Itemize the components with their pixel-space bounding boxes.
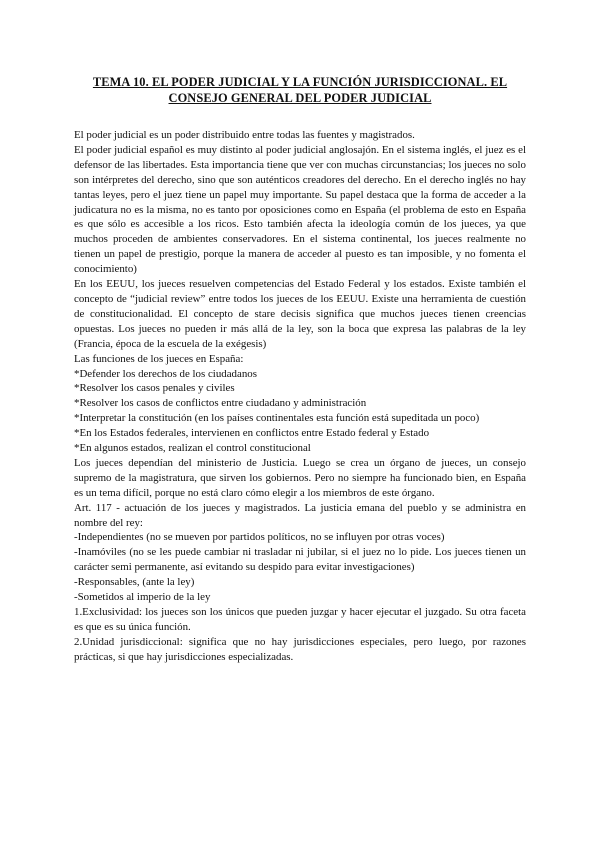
functions-heading: Las funciones de los jueces en España: [74, 352, 244, 365]
principle-item: -Inamóviles (no se les puede cambiar ni trasladar ni jubilar, si el juez no lo pide. Los jueces tienen un carácter semi permanente, así evitando su despido para evitar investigaciones) [74, 546, 526, 574]
document-title [60, 74, 540, 106]
title-line-1: TEMA 10. EL PODER JUDICIAL Y LA FUNCIÓN JURISDICCIONAL. EL [92, 75, 508, 89]
function-item: *Resolver los casos penales y civiles [74, 382, 235, 395]
intro-paragraph: El poder judicial es un poder distribuido entre todas las fuentes y magistrados. [74, 129, 415, 141]
exclusivity-paragraph: 1.Exclusividad: los jueces son los únicos que pueden juzgar y hacer ejecutar el juzgado. Su otra faceta es que es su única función. [74, 606, 526, 633]
principle-item: -Responsables, (ante la ley) [74, 576, 195, 589]
function-item: *Resolver los casos de conflictos entre ciudadano y administración [74, 397, 367, 410]
function-item: *En los Estados federales, intervienen en conflictos entre Estado federal y Estado [74, 427, 430, 440]
anglo-saxon-paragraph: El poder judicial español es muy distinto al poder judicial anglosajón. En el sistema inglés, el juez es el defensor de las libertades. Esta importancia tiene que ver con muchas circunstancias; los jueces no solo son intérpretes del derecho, sino que son auténticos creadores del derecho. En el derecho inglés no hay tantas leyes, pero el juez tiene un papel muy importante. Su papel destaca que la forma de acceder a la judicatura no es la misma, no es tanto por oposiciones como en España (el problema de esto en España es que sólo es accesible a los ricos. Esto también afecta la ideología común de los jueces, ya que muchos proceden de ambientes conservadores. En el sistema continental, los jueces realmente no tienen un papel de prestigio, porque la manera de acceder al puesto es tan imposible, y no fomenta el conocimiento) [74, 143, 526, 276]
article-117-paragraph: Art. 117 - actuación de los jueces y magistrados. La justicia emana del pueblo y se administra en nombre del rey: [74, 501, 526, 529]
title-line-2: CONSEJO GENERAL DEL PODER JUDICIAL [168, 91, 432, 105]
usa-paragraph: En los EEUU, los jueces resuelven competencias del Estado Federal y los estados. Existe también el concepto de “judicial review” entre todos los jueces de los EEUU. Existe una herramienta de cuestión de constitucionalidad. El concepto de stare decisis significa que muchos jueces tienen creencias opuestas. Los jueces no pueden ir más allá de la ley, son la boca que expresa las palabras de la ley (Francia, época de la escuela de la exégesis) [74, 278, 526, 350]
principle-item: -Sometidos al imperio de la ley [74, 591, 211, 604]
function-item: *Defender los derechos de los ciudadanos [74, 367, 257, 380]
ministry-paragraph: Los jueces dependían del ministerio de Justicia. Luego se crea un órgano de jueces, un consejo supremo de la magistratura, que sirven los gobiernos. Pero no siempre ha funcionado bien, en España es un tema difícil, porque no está claro cómo elegir a los miembros de este órgano. [74, 456, 526, 499]
function-item: *Interpretar la constitución (en los países continentales esta función está supeditada un poco) [74, 412, 480, 425]
function-item: *En algunos estados, realizan el control constitucional [74, 442, 311, 455]
document-body [74, 128, 526, 665]
principle-item: -Independientes (no se mueven por partidos políticos, no se influyen por otras voces) [74, 531, 445, 544]
jurisdictional-unity-paragraph: 2.Unidad jurisdiccional: significa que no hay jurisdicciones especiales, pero luego, por razones prácticas, si que hay jurisdicciones especializadas. [74, 635, 526, 663]
